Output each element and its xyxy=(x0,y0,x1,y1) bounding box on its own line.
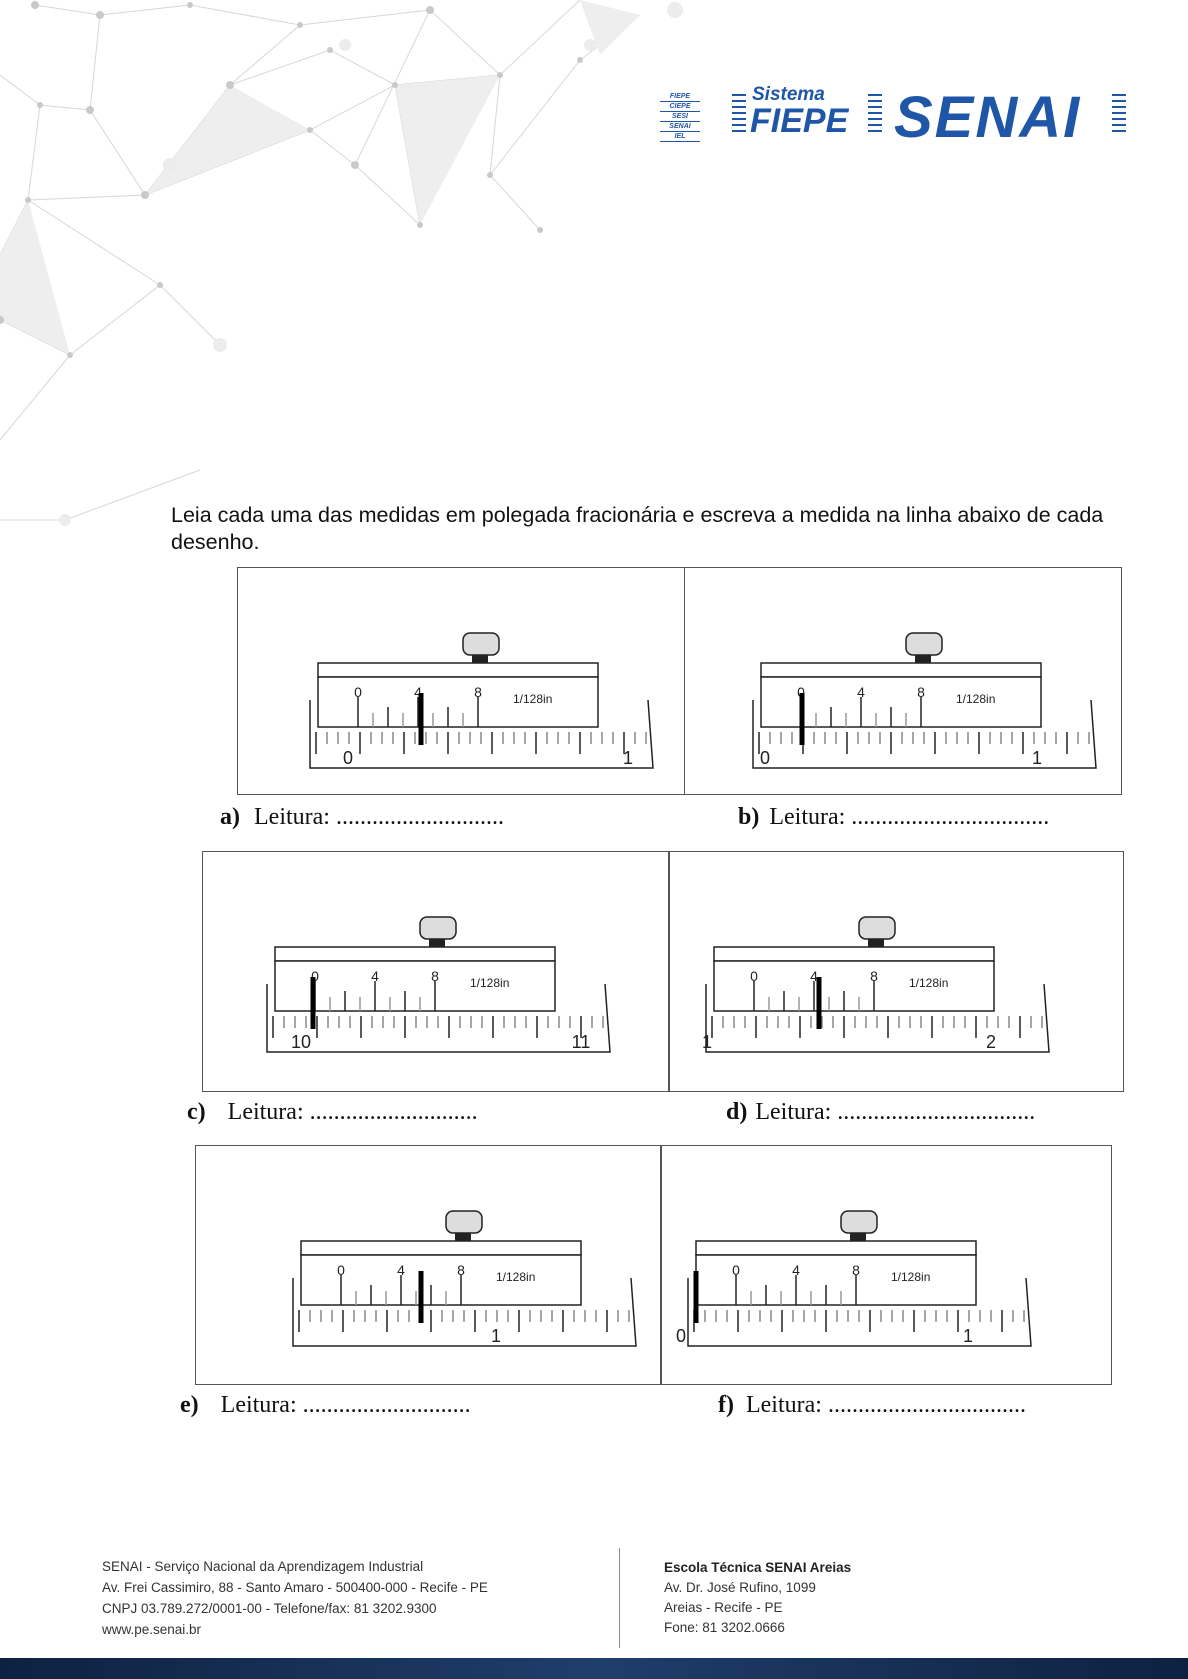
vernier-label: 4 xyxy=(810,968,818,984)
footer-line: CNPJ 03.789.272/0001-00 - Telefone/fax: 81 3202.9300 xyxy=(102,1601,437,1616)
footer-divider xyxy=(619,1548,620,1648)
logo-stack-item: IEL xyxy=(660,132,700,142)
logo-entity-stack xyxy=(660,92,700,142)
reading-line-c xyxy=(187,1099,478,1126)
thumb-wheel-stem xyxy=(472,655,488,663)
thumb-wheel-stem xyxy=(455,1233,471,1241)
scale-resolution-note: 1/128in xyxy=(470,976,510,990)
caliper-figure-e xyxy=(195,1145,662,1385)
thumb-wheel-icon xyxy=(841,1211,877,1233)
reading-letter: b) xyxy=(738,804,760,830)
logo-stack-item: SESI xyxy=(660,112,700,122)
caliper-drawing xyxy=(238,568,684,794)
vernier-label: 8 xyxy=(852,1262,860,1278)
main-scale-label: 10 xyxy=(290,1032,312,1052)
exercise-instruction: Leia cada uma das medidas em polegada fracionária e escreva a medida na linha abaixo de cada desenho. xyxy=(171,503,1104,554)
reading-blank[interactable]: Leitura: ................................. xyxy=(755,1099,1036,1125)
vernier-label: 0 xyxy=(311,968,319,984)
scale-resolution-note: 1/128in xyxy=(891,1270,931,1284)
logo-bars-decoration xyxy=(868,94,882,136)
logo-sistema-text: Sistema xyxy=(752,84,825,105)
thumb-wheel-stem xyxy=(850,1233,866,1241)
caliper-figure-c xyxy=(202,851,670,1092)
footer-line: SENAI - Serviço Nacional da Aprendizagem Industrial xyxy=(102,1559,424,1574)
scale-resolution-note: 1/128in xyxy=(909,976,949,990)
main-scale-label: 1 xyxy=(1031,748,1043,768)
logo-senai-text: SENAI xyxy=(894,85,1082,150)
caliper-drawing xyxy=(196,1146,661,1384)
caliper-figure-d xyxy=(668,851,1124,1092)
vernier-label: 4 xyxy=(414,684,422,700)
reading-blank[interactable]: Leitura: ................................. xyxy=(769,804,1050,830)
vernier-label: 8 xyxy=(474,684,482,700)
reading-line-f xyxy=(718,1392,1026,1419)
background-network-decoration xyxy=(0,0,700,560)
caliper-drawing xyxy=(685,568,1121,794)
main-scale-label: 2 xyxy=(985,1032,997,1052)
vernier-label: 4 xyxy=(397,1262,405,1278)
footer-senai-info xyxy=(102,1556,488,1640)
logo-stack-item: FIEPE xyxy=(660,92,700,102)
reading-line-a xyxy=(220,804,504,831)
main-scale-label: 1 xyxy=(701,1032,713,1052)
bottom-color-band xyxy=(0,1658,1188,1679)
reading-letter: f) xyxy=(718,1392,734,1418)
reading-blank[interactable]: Leitura: ................................. xyxy=(745,1392,1026,1418)
vernier-label: 4 xyxy=(857,684,865,700)
footer-line: Fone: 81 3202.0666 xyxy=(664,1620,785,1635)
reading-letter: a) xyxy=(220,804,240,830)
reading-letter: e) xyxy=(180,1392,199,1418)
caliper-figure-a xyxy=(237,567,685,795)
logo-fiepe-text: FIEPE xyxy=(750,102,849,140)
footer-line: Av. Dr. José Rufino, 1099 xyxy=(664,1580,816,1595)
reading-blank[interactable]: Leitura: ............................ xyxy=(227,1099,478,1125)
reading-blank[interactable]: Leitura: ............................ xyxy=(254,804,504,830)
vernier-top-bar xyxy=(696,1241,976,1255)
main-scale-label: 11 xyxy=(571,1032,591,1052)
main-scale-label: 1 xyxy=(622,748,634,768)
vernier-top-bar xyxy=(275,947,555,961)
main-scale-label: 1 xyxy=(962,1326,974,1346)
vernier-label: 8 xyxy=(431,968,439,984)
scale-resolution-note: 1/128in xyxy=(513,692,553,706)
footer-website-link[interactable]: www.pe.senai.br xyxy=(102,1622,202,1637)
vernier-label: 0 xyxy=(337,1262,345,1278)
vernier-label: 0 xyxy=(354,684,362,700)
thumb-wheel-stem xyxy=(868,939,884,947)
scale-resolution-note: 1/128in xyxy=(496,1270,536,1284)
reading-line-e xyxy=(180,1392,471,1419)
thumb-wheel-icon xyxy=(906,633,942,655)
vernier-label: 0 xyxy=(732,1262,740,1278)
vernier-label: 0 xyxy=(750,968,758,984)
vernier-label: 8 xyxy=(457,1262,465,1278)
reading-letter: c) xyxy=(187,1099,206,1125)
logo-stack-item: CIEPE xyxy=(660,102,700,112)
footer-line: Av. Frei Cassimiro, 88 - Santo Amaro - 500400-000 - Recife - PE xyxy=(102,1580,488,1595)
reading-line-b xyxy=(738,804,1049,831)
vernier-label: 4 xyxy=(371,968,379,984)
main-scale-label: 0 xyxy=(759,748,771,768)
main-scale-label: 0 xyxy=(342,748,354,768)
logo-bars-decoration xyxy=(732,94,746,136)
vernier-top-bar xyxy=(318,663,598,677)
scale-resolution-note: 1/128in xyxy=(956,692,996,706)
caliper-drawing xyxy=(203,852,669,1091)
vernier-label: 8 xyxy=(917,684,925,700)
logo-bars-decoration xyxy=(1112,94,1126,136)
vernier-label: 4 xyxy=(792,1262,800,1278)
vernier-label: 8 xyxy=(870,968,878,984)
vernier-top-bar xyxy=(761,663,1041,677)
main-scale-label: 1 xyxy=(490,1326,502,1346)
caliper-drawing xyxy=(669,852,1123,1091)
footer-school-name: Escola Técnica SENAI Areias xyxy=(664,1560,852,1575)
thumb-wheel-stem xyxy=(429,939,445,947)
caliper-drawing xyxy=(661,1146,1111,1384)
thumb-wheel-icon xyxy=(446,1211,482,1233)
vernier-label: 0 xyxy=(797,684,805,700)
thumb-wheel-icon xyxy=(420,917,456,939)
logo-stack-item: SENAI xyxy=(660,122,700,132)
vernier-top-bar xyxy=(714,947,994,961)
thumb-wheel-stem xyxy=(915,655,931,663)
thumb-wheel-icon xyxy=(463,633,499,655)
caliper-figure-f xyxy=(660,1145,1112,1385)
main-scale-label: 0 xyxy=(675,1326,687,1346)
thumb-wheel-icon xyxy=(859,917,895,939)
reading-line-d xyxy=(726,1099,1035,1126)
reading-letter: d) xyxy=(726,1099,748,1125)
footer-line: Areias - Recife - PE xyxy=(664,1600,783,1615)
caliper-figure-b xyxy=(684,567,1122,795)
sistema-fiepe-senai-logo xyxy=(660,84,1130,150)
vernier-top-bar xyxy=(301,1241,581,1255)
reading-blank[interactable]: Leitura: ............................ xyxy=(220,1392,471,1418)
footer-school-info xyxy=(664,1558,851,1638)
